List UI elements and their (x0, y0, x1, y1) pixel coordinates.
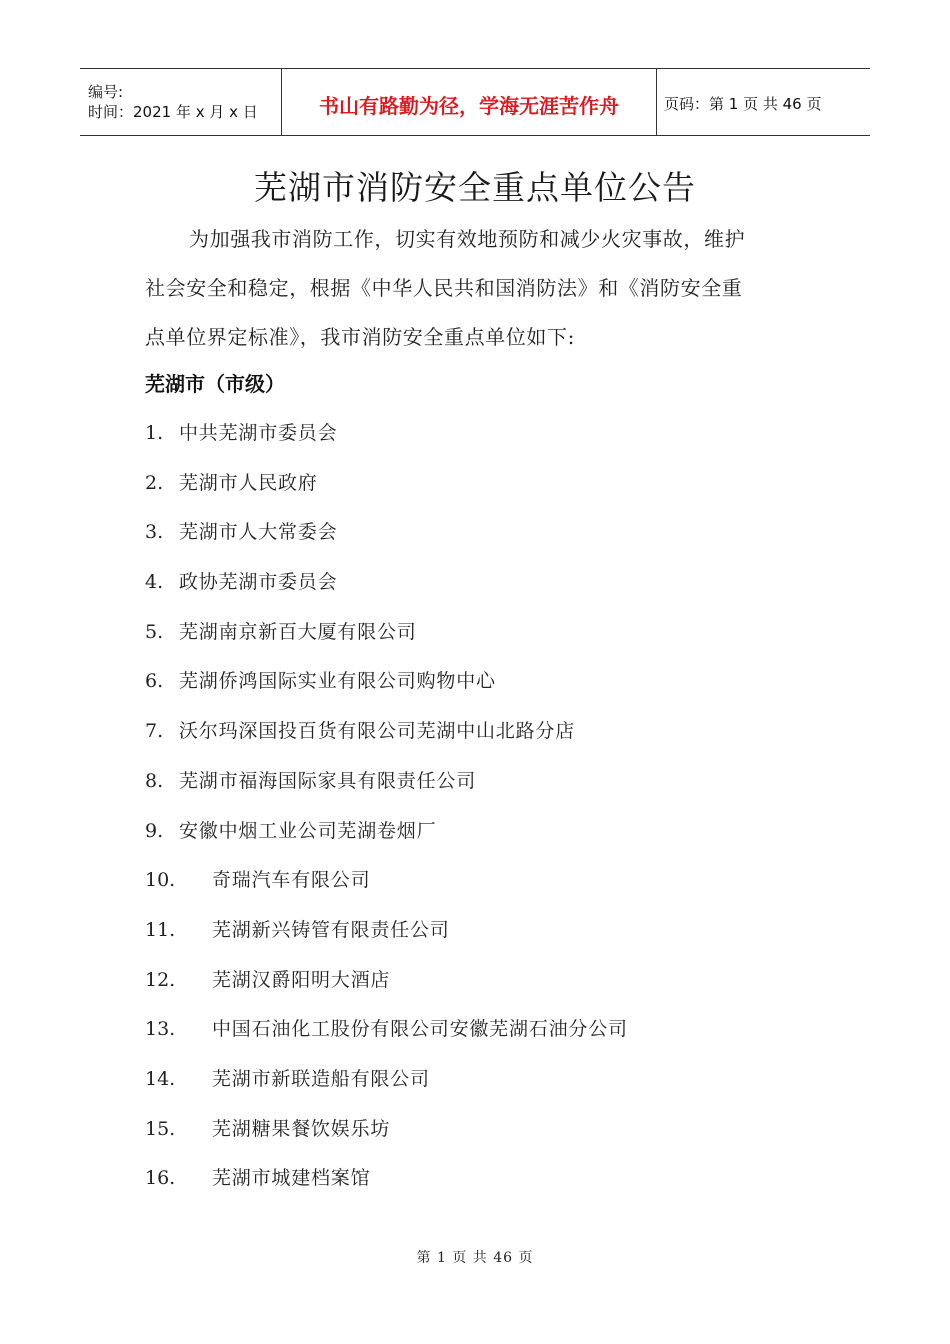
list-item (145, 459, 628, 509)
item-number: 14. (145, 1067, 176, 1090)
list-item (145, 1154, 628, 1204)
item-number: 7. (145, 720, 164, 743)
list-item (145, 906, 628, 956)
list-item (145, 707, 628, 757)
item-number: 12. (145, 968, 176, 991)
header-motto: 书山有路勤为径，学海无涯苦作舟 (319, 93, 619, 118)
list-item (145, 1105, 628, 1155)
item-number: 2. (145, 471, 164, 494)
list-item (145, 956, 628, 1006)
list-item (145, 608, 628, 658)
intro-paragraph (145, 215, 815, 362)
list-item (145, 757, 628, 807)
document-title: 芜湖市消防安全重点单位公告 (254, 168, 696, 207)
item-number: 1. (145, 422, 164, 444)
item-name: 沃尔玛深国投百货有限公司芜湖中山北路分店 (179, 720, 576, 743)
document-time: 时间：2021 年 x 月 x 日 (88, 103, 258, 121)
item-name: 安徽中烟工业公司芜湖卷烟厂 (179, 819, 437, 842)
item-number: 9. (145, 819, 164, 842)
item-name: 芜湖新兴铸管有限责任公司 (212, 918, 450, 941)
list-item (145, 1005, 628, 1055)
item-name: 奇瑞汽车有限公司 (212, 869, 371, 892)
item-name: 中共芜湖市委员会 (179, 422, 338, 444)
list-item (145, 657, 628, 707)
item-name: 政协芜湖市委员会 (179, 571, 338, 594)
list-item (145, 558, 628, 608)
item-number: 4. (145, 571, 164, 594)
item-name: 芜湖糖果餐饮娱乐坊 (212, 1117, 391, 1140)
list-item (145, 807, 628, 857)
list-item (145, 508, 628, 558)
header-meta (80, 69, 282, 135)
item-number: 8. (145, 769, 164, 792)
item-number: 11. (145, 918, 176, 941)
item-name: 芜湖市人民政府 (179, 471, 318, 494)
section-heading: 芜湖市（市级） (145, 372, 285, 396)
item-name: 芜湖侨鸿国际实业有限公司购物中心 (179, 670, 496, 693)
list-item (145, 856, 628, 906)
unit-list (145, 409, 628, 1204)
list-item (145, 1055, 628, 1105)
intro-line: 点单位界定标准》，我市消防安全重点单位如下: (145, 325, 575, 349)
document-number-label: 编号: (88, 83, 124, 101)
item-number: 10. (145, 869, 176, 892)
item-number: 16. (145, 1167, 176, 1190)
header-page-cell (657, 69, 870, 135)
item-name: 芜湖市城建档案馆 (212, 1167, 371, 1190)
item-name: 芜湖市新联造船有限公司 (212, 1067, 430, 1090)
document-header (80, 68, 870, 136)
item-number: 13. (145, 1018, 176, 1041)
header-page-info: 页码：第 1 页 共 46 页 (664, 94, 822, 113)
item-number: 15. (145, 1117, 176, 1140)
intro-line: 为加强我市消防工作，切实有效地预防和减少火灾事故，维护 (189, 227, 746, 251)
item-name: 芜湖市福海国际家具有限责任公司 (179, 769, 477, 792)
header-motto-cell (282, 69, 657, 135)
page-footer: 第 1 页 共 46 页 (416, 1250, 534, 1266)
item-name: 芜湖汉爵阳明大酒店 (212, 968, 391, 991)
intro-line: 社会安全和稳定，根据《中华人民共和国消防法》和《消防安全重 (145, 276, 743, 300)
item-name: 芜湖南京新百大厦有限公司 (179, 620, 417, 643)
list-item (145, 409, 628, 459)
item-number: 6. (145, 670, 164, 693)
item-name: 中国石油化工股份有限公司安徽芜湖石油分公司 (212, 1018, 628, 1041)
item-name: 芜湖市人大常委会 (179, 521, 338, 544)
item-number: 3. (145, 521, 164, 544)
item-number: 5. (145, 620, 164, 643)
